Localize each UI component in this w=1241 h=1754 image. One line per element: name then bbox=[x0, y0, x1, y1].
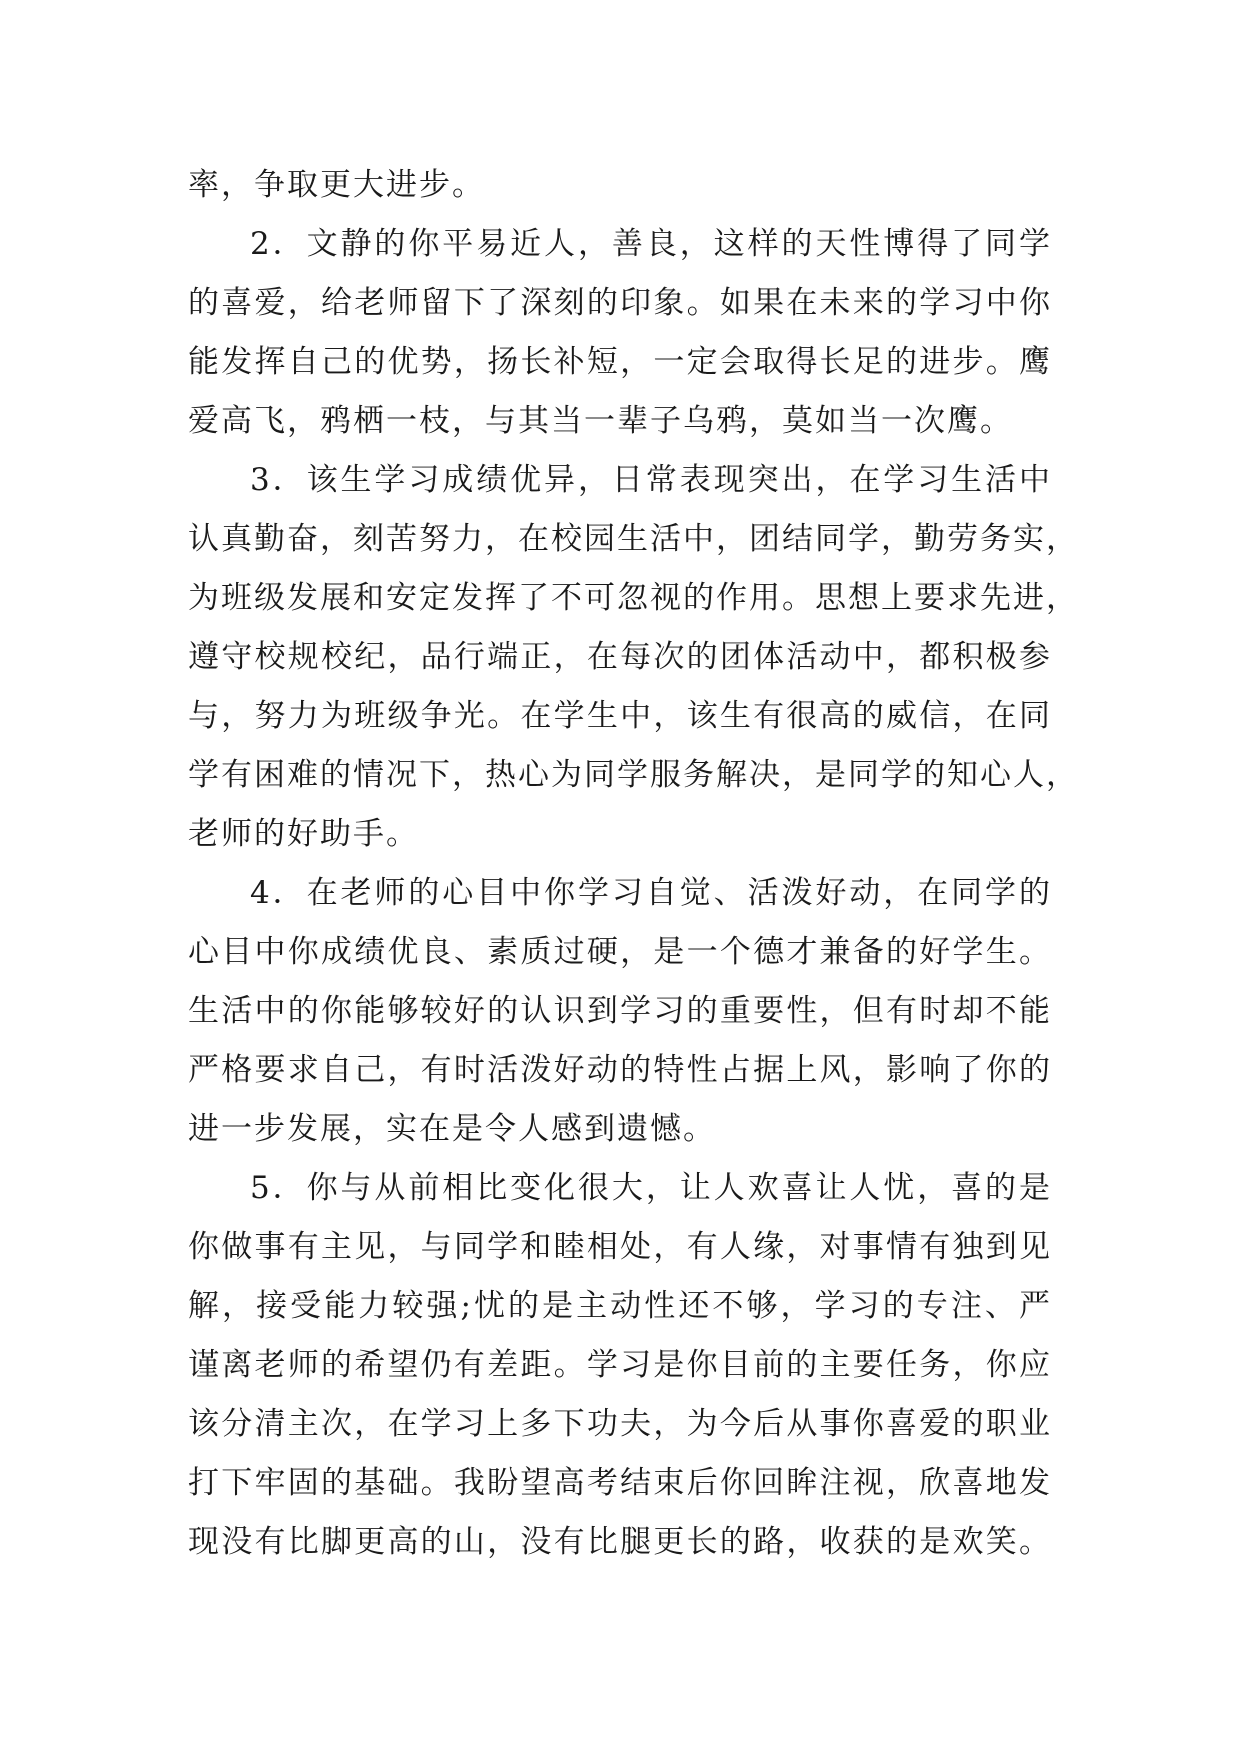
text-line: 率，争取更大进步。 bbox=[188, 167, 485, 203]
text-line: 心目中你成绩优良、素质过硬，是一个德才兼备的好学生。 bbox=[188, 934, 1052, 970]
text-line: 5．你与从前相比变化很大，让人欢喜让人忧，喜的是 bbox=[250, 1170, 1052, 1206]
paragraph bbox=[188, 215, 1052, 451]
text-line: 为班级发展和安定发挥了不可忽视的作用。思想上要求先进， bbox=[188, 580, 1079, 616]
text-line: 生活中的你能够较好的认识到学习的重要性，但有时却不能 bbox=[188, 993, 1052, 1029]
text-line: 现没有比脚更高的山，没有比腿更长的路，收获的是欢笑。 bbox=[188, 1524, 1052, 1560]
text-line: 的喜爱，给老师留下了深刻的印象。如果在未来的学习中你 bbox=[188, 285, 1052, 321]
paragraph bbox=[188, 451, 1079, 864]
text-line: 老师的好助手。 bbox=[188, 816, 419, 852]
text-line: 4．在老师的心目中你学习自觉、活泼好动，在同学的 bbox=[250, 875, 1052, 911]
text-line: 你做事有主见，与同学和睦相处，有人缘，对事情有独到见 bbox=[188, 1229, 1052, 1265]
text-line: 解，接受能力较强;忧的是主动性还不够，学习的专注、严 bbox=[188, 1288, 1052, 1324]
text-line: 遵守校规校纪，品行端正，在每次的团体活动中，都积极参 bbox=[188, 639, 1052, 675]
text-line: 认真勤奋，刻苦努力，在校园生活中，团结同学，勤劳务实， bbox=[188, 521, 1079, 557]
text-line: 打下牢固的基础。我盼望高考结束后你回眸注视，欣喜地发 bbox=[188, 1465, 1052, 1501]
text-line: 学有困难的情况下，热心为同学服务解决，是同学的知心人， bbox=[188, 757, 1079, 793]
paragraph bbox=[188, 864, 1052, 1159]
text-line: 严格要求自己，有时活泼好动的特性占据上风，影响了你的 bbox=[188, 1052, 1052, 1088]
text-line: 2．文静的你平易近人，善良，这样的天性博得了同学 bbox=[250, 226, 1052, 262]
text-line: 进一步发展，实在是令人感到遗憾。 bbox=[188, 1111, 716, 1147]
paragraph bbox=[188, 1159, 1052, 1572]
text-line: 谨离老师的希望仍有差距。学习是你目前的主要任务，你应 bbox=[188, 1347, 1052, 1383]
paragraph bbox=[188, 156, 1052, 215]
text-line: 爱高飞，鸦栖一枝，与其当一辈子乌鸦，莫如当一次鹰。 bbox=[188, 403, 1013, 439]
text-line: 能发挥自己的优势，扬长补短，一定会取得长足的进步。鹰 bbox=[188, 344, 1052, 380]
text-line: 3．该生学习成绩优异，日常表现突出，在学习生活中 bbox=[250, 462, 1052, 498]
text-line: 该分清主次，在学习上多下功夫，为今后从事你喜爱的职业 bbox=[188, 1406, 1052, 1442]
document-body bbox=[188, 156, 1079, 1572]
text-line: 与，努力为班级争光。在学生中，该生有很高的威信，在同 bbox=[188, 698, 1052, 734]
